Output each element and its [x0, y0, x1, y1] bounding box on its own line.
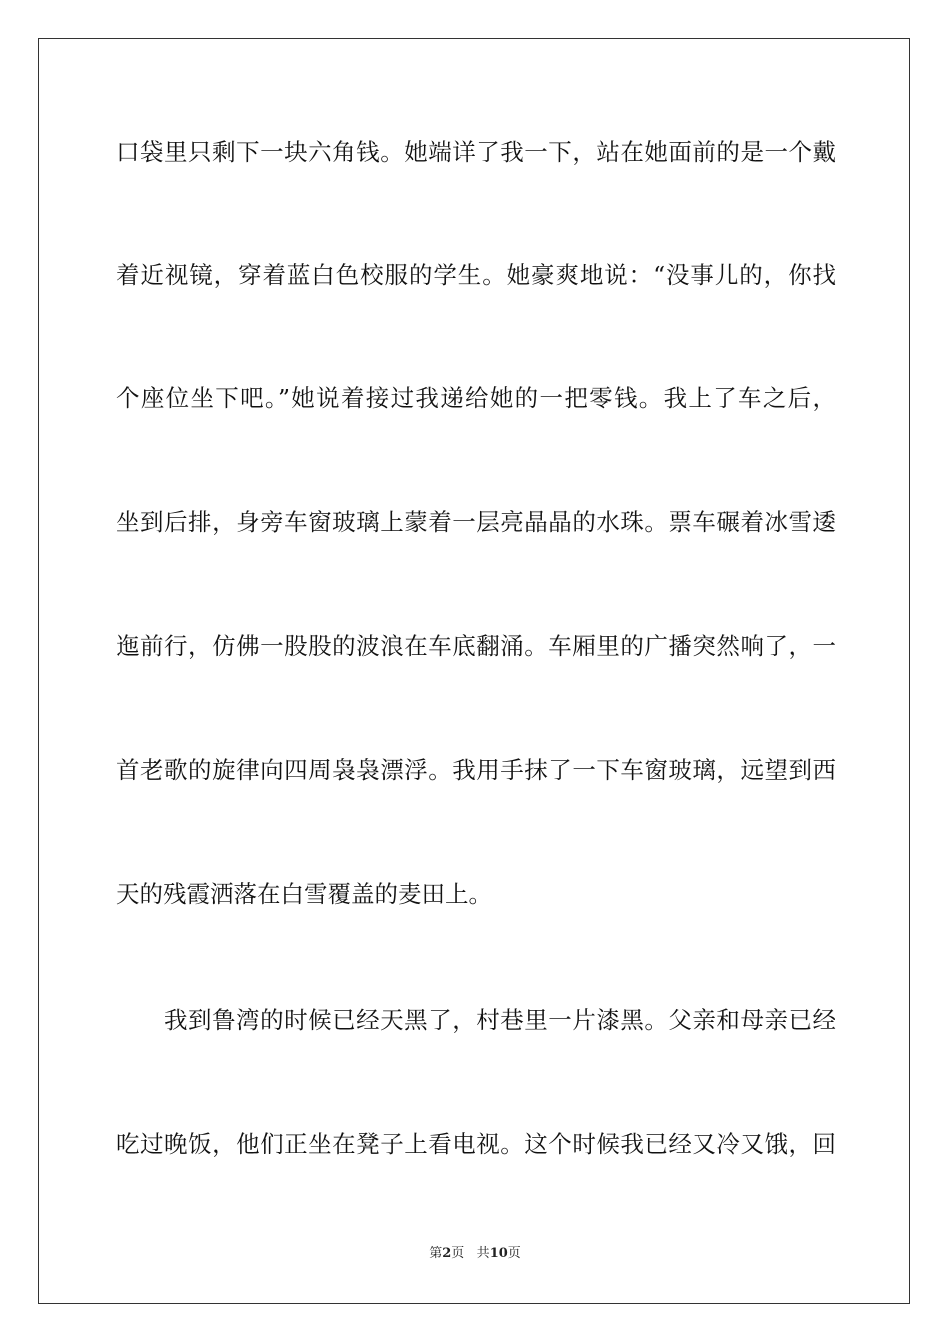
body-line-3: 个座位坐下吧。”她说着接过我递给她的一把零钱。我上了车之后， — [116, 384, 836, 412]
total-suffix: 页 — [507, 1246, 521, 1261]
total-pages: 10 — [489, 1246, 508, 1261]
page-suffix: 页 — [451, 1246, 465, 1261]
body-line-2: 着近视镜，穿着蓝白色校服的学生。她豪爽地说：“没事儿的，你找 — [116, 261, 836, 289]
body-line-9: 吃过晚饭，他们正坐在凳子上看电视。这个时候我已经又冷又饿，回 — [116, 1130, 836, 1158]
body-line-6: 首老歌的旋律向四周袅袅漂浮。我用手抹了一下车窗玻璃，远望到西 — [116, 756, 836, 784]
body-line-7: 天的残霞洒落在白雪覆盖的麦田上。 — [116, 880, 492, 908]
body-line-1: 口袋里只剩下一块六角钱。她端详了我一下，站在她面前的是一个戴 — [116, 138, 836, 166]
page-border — [38, 38, 910, 1304]
total-prefix: 共 — [476, 1246, 490, 1261]
body-line-8: 我到鲁湾的时候已经天黑了，村巷里一片漆黑。父亲和母亲已经 — [164, 1006, 836, 1034]
page-prefix: 第 — [429, 1246, 443, 1261]
page-number: 2 — [442, 1246, 452, 1261]
body-line-4: 坐到后排，身旁车窗玻璃上蒙着一层亮晶晶的水珠。票车碾着冰雪逶 — [116, 508, 836, 536]
page-footer — [0, 1245, 950, 1263]
body-line-5: 迤前行，仿佛一股股的波浪在车底翻涌。车厢里的广播突然响了，一 — [116, 632, 836, 660]
